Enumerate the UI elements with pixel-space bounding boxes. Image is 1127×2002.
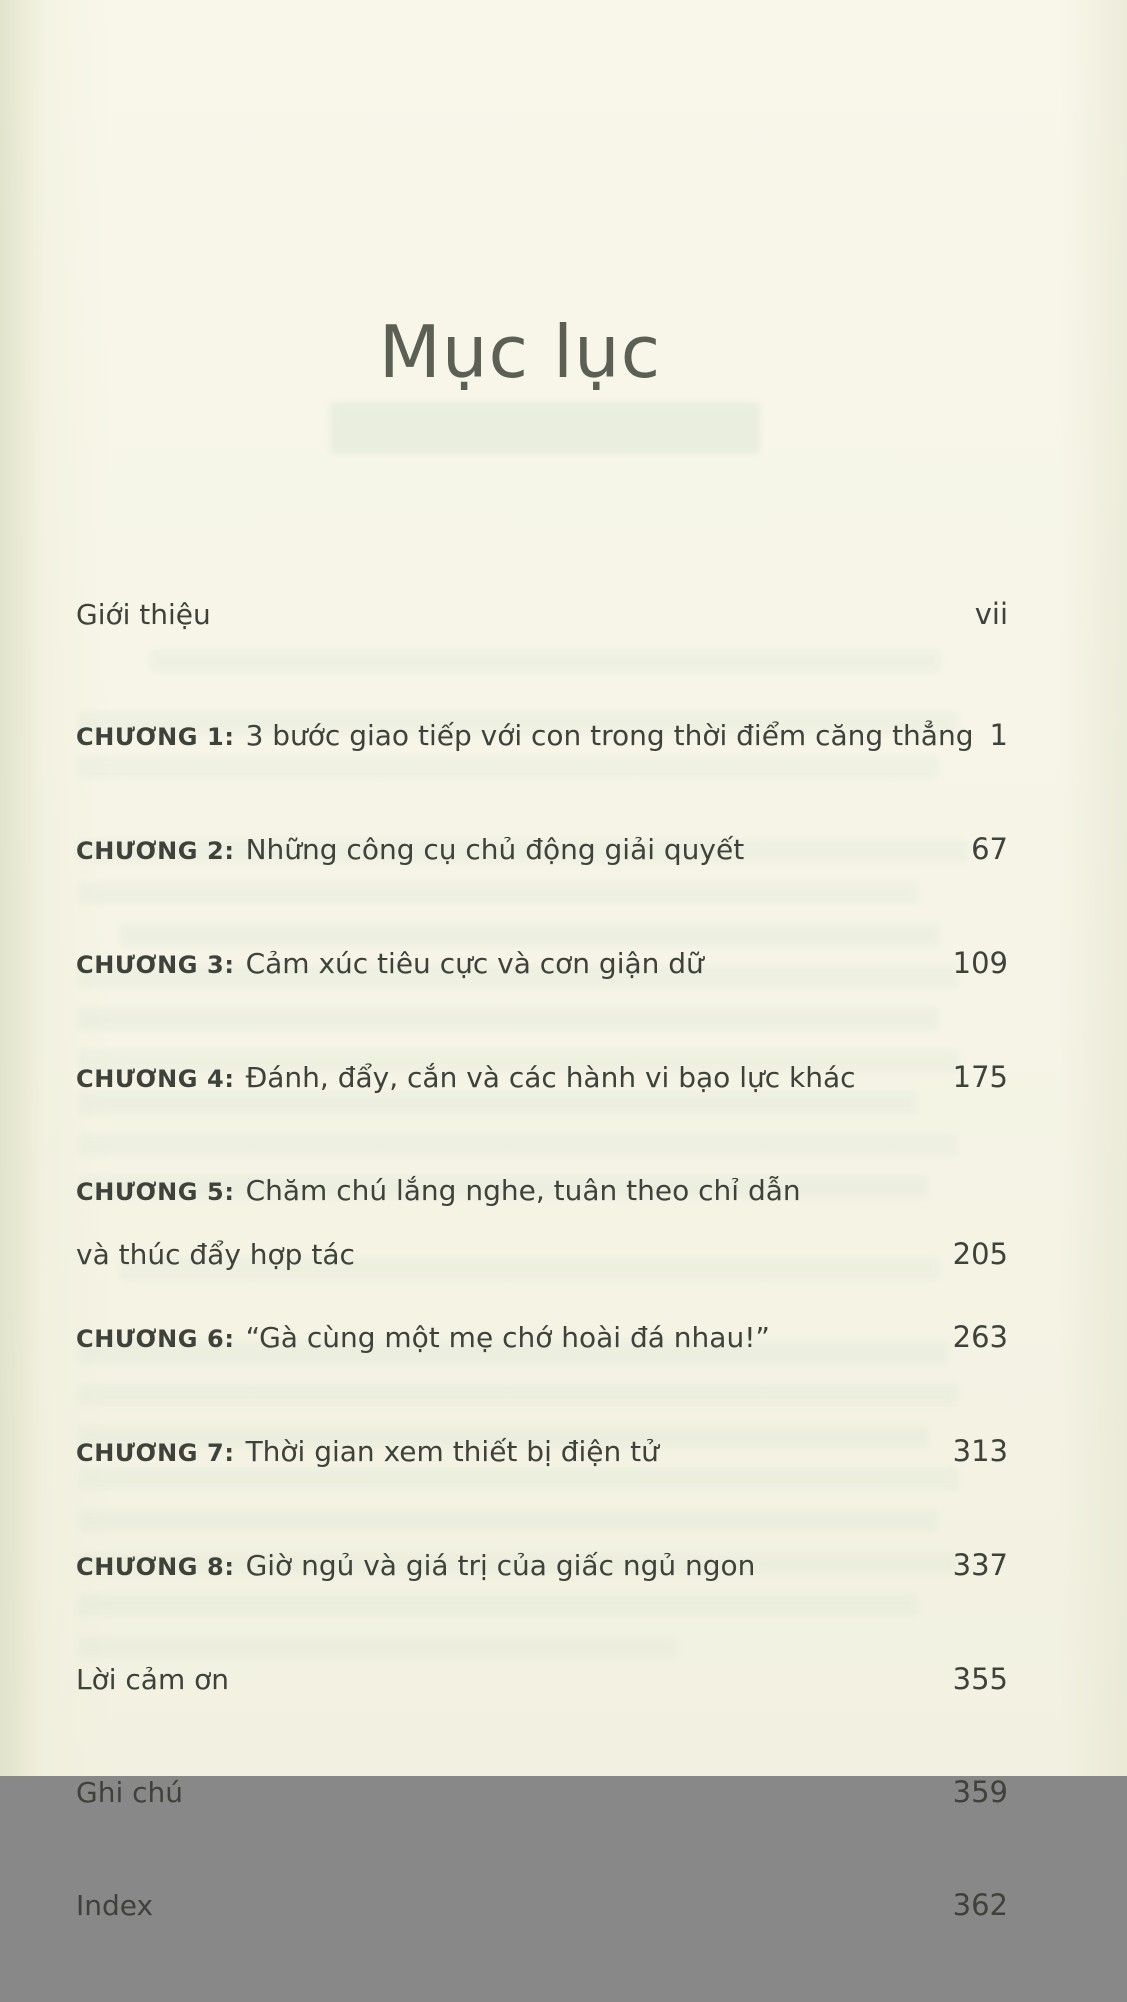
toc-page-number: 175 — [952, 1060, 1008, 1094]
toc-entry-title: Lời cảm ơn — [76, 1663, 230, 1696]
toc-entry — [76, 1663, 1008, 1726]
toc-entry-title: Chăm chú lắng nghe, tuân theo chỉ dẫn — [245, 1174, 801, 1207]
toc-entry-title: Ghi chú — [76, 1776, 184, 1809]
toc-entry — [76, 1549, 1008, 1613]
toc-page-number: 263 — [952, 1320, 1008, 1354]
toc-entry — [76, 598, 1008, 661]
toc-entry-label — [76, 834, 744, 867]
toc-entry-title: “Gà cùng một mẹ chớ hoài đá nhau!” — [245, 1321, 770, 1354]
toc-entry-title: Cảm xúc tiêu cực và cơn giận dữ — [245, 947, 704, 980]
toc-entry-label — [76, 1550, 755, 1583]
toc-chapter-prefix: CHƯƠNG 2: — [76, 837, 235, 865]
toc-entry-title: 3 bước giao tiếp với con trong thời điểm căng thẳng — [245, 719, 974, 752]
bleed-through-artifact — [330, 402, 760, 454]
toc-chapter-prefix: CHƯƠNG 7: — [76, 1439, 235, 1467]
table-of-contents — [76, 598, 1008, 2002]
toc-entry — [76, 1175, 1008, 1271]
toc-chapter-prefix: CHƯƠNG 1: — [76, 723, 235, 751]
toc-page-number: 362 — [952, 1888, 1008, 1922]
toc-entry-title: Giờ ngủ và giá trị của giấc ngủ ngon — [245, 1549, 756, 1582]
toc-entry — [76, 719, 1008, 783]
toc-entry — [76, 833, 1008, 897]
toc-entry — [76, 1776, 1008, 1839]
toc-entry — [76, 947, 1008, 1011]
toc-chapter-prefix: CHƯƠNG 4: — [76, 1065, 235, 1093]
toc-entry — [76, 1061, 1008, 1125]
toc-entry-label — [76, 599, 211, 631]
toc-page-number: 67 — [971, 832, 1008, 866]
toc-entry-title: Thời gian xem thiết bị điện tử — [245, 1435, 659, 1468]
toc-entry-label — [76, 1175, 801, 1208]
toc-entry-label — [76, 1890, 153, 1922]
toc-page-number: 313 — [952, 1434, 1008, 1468]
toc-entry-title: Những công cụ chủ động giải quyết — [245, 833, 745, 866]
toc-chapter-prefix: CHƯƠNG 8: — [76, 1553, 235, 1581]
toc-entry-label — [76, 1436, 659, 1469]
toc-entry-label — [76, 1322, 770, 1355]
page-title: Mục lục — [378, 310, 662, 394]
toc-page-number: 109 — [952, 946, 1008, 980]
toc-entry-label — [76, 720, 973, 753]
toc-entry-title: Đánh, đẩy, cắn và các hành vi bạo lực khác — [245, 1061, 856, 1094]
toc-entry — [76, 1435, 1008, 1499]
toc-entry — [76, 1889, 1008, 1952]
toc-chapter-prefix: CHƯƠNG 5: — [76, 1178, 235, 1206]
toc-page-number: vii — [974, 597, 1008, 631]
toc-entry-label — [76, 948, 704, 981]
toc-chapter-prefix: CHƯƠNG 6: — [76, 1325, 235, 1353]
toc-page-number: 1 — [989, 718, 1008, 752]
toc-page-number: 359 — [952, 1775, 1008, 1809]
toc-entry-label — [76, 1062, 856, 1095]
toc-entry — [76, 1321, 1008, 1385]
toc-entry-title-continued: và thúc đẩy hợp tác — [76, 1238, 355, 1271]
toc-entry-title: Giới thiệu — [76, 598, 211, 631]
toc-entry-title: Index — [76, 1889, 154, 1922]
toc-page-number: 205 — [952, 1237, 1008, 1271]
toc-page-number: 355 — [952, 1662, 1008, 1696]
toc-entry-label — [76, 1664, 229, 1696]
toc-page-number: 337 — [952, 1548, 1008, 1582]
toc-chapter-prefix: CHƯƠNG 3: — [76, 951, 235, 979]
toc-entry-label — [76, 1777, 183, 1809]
